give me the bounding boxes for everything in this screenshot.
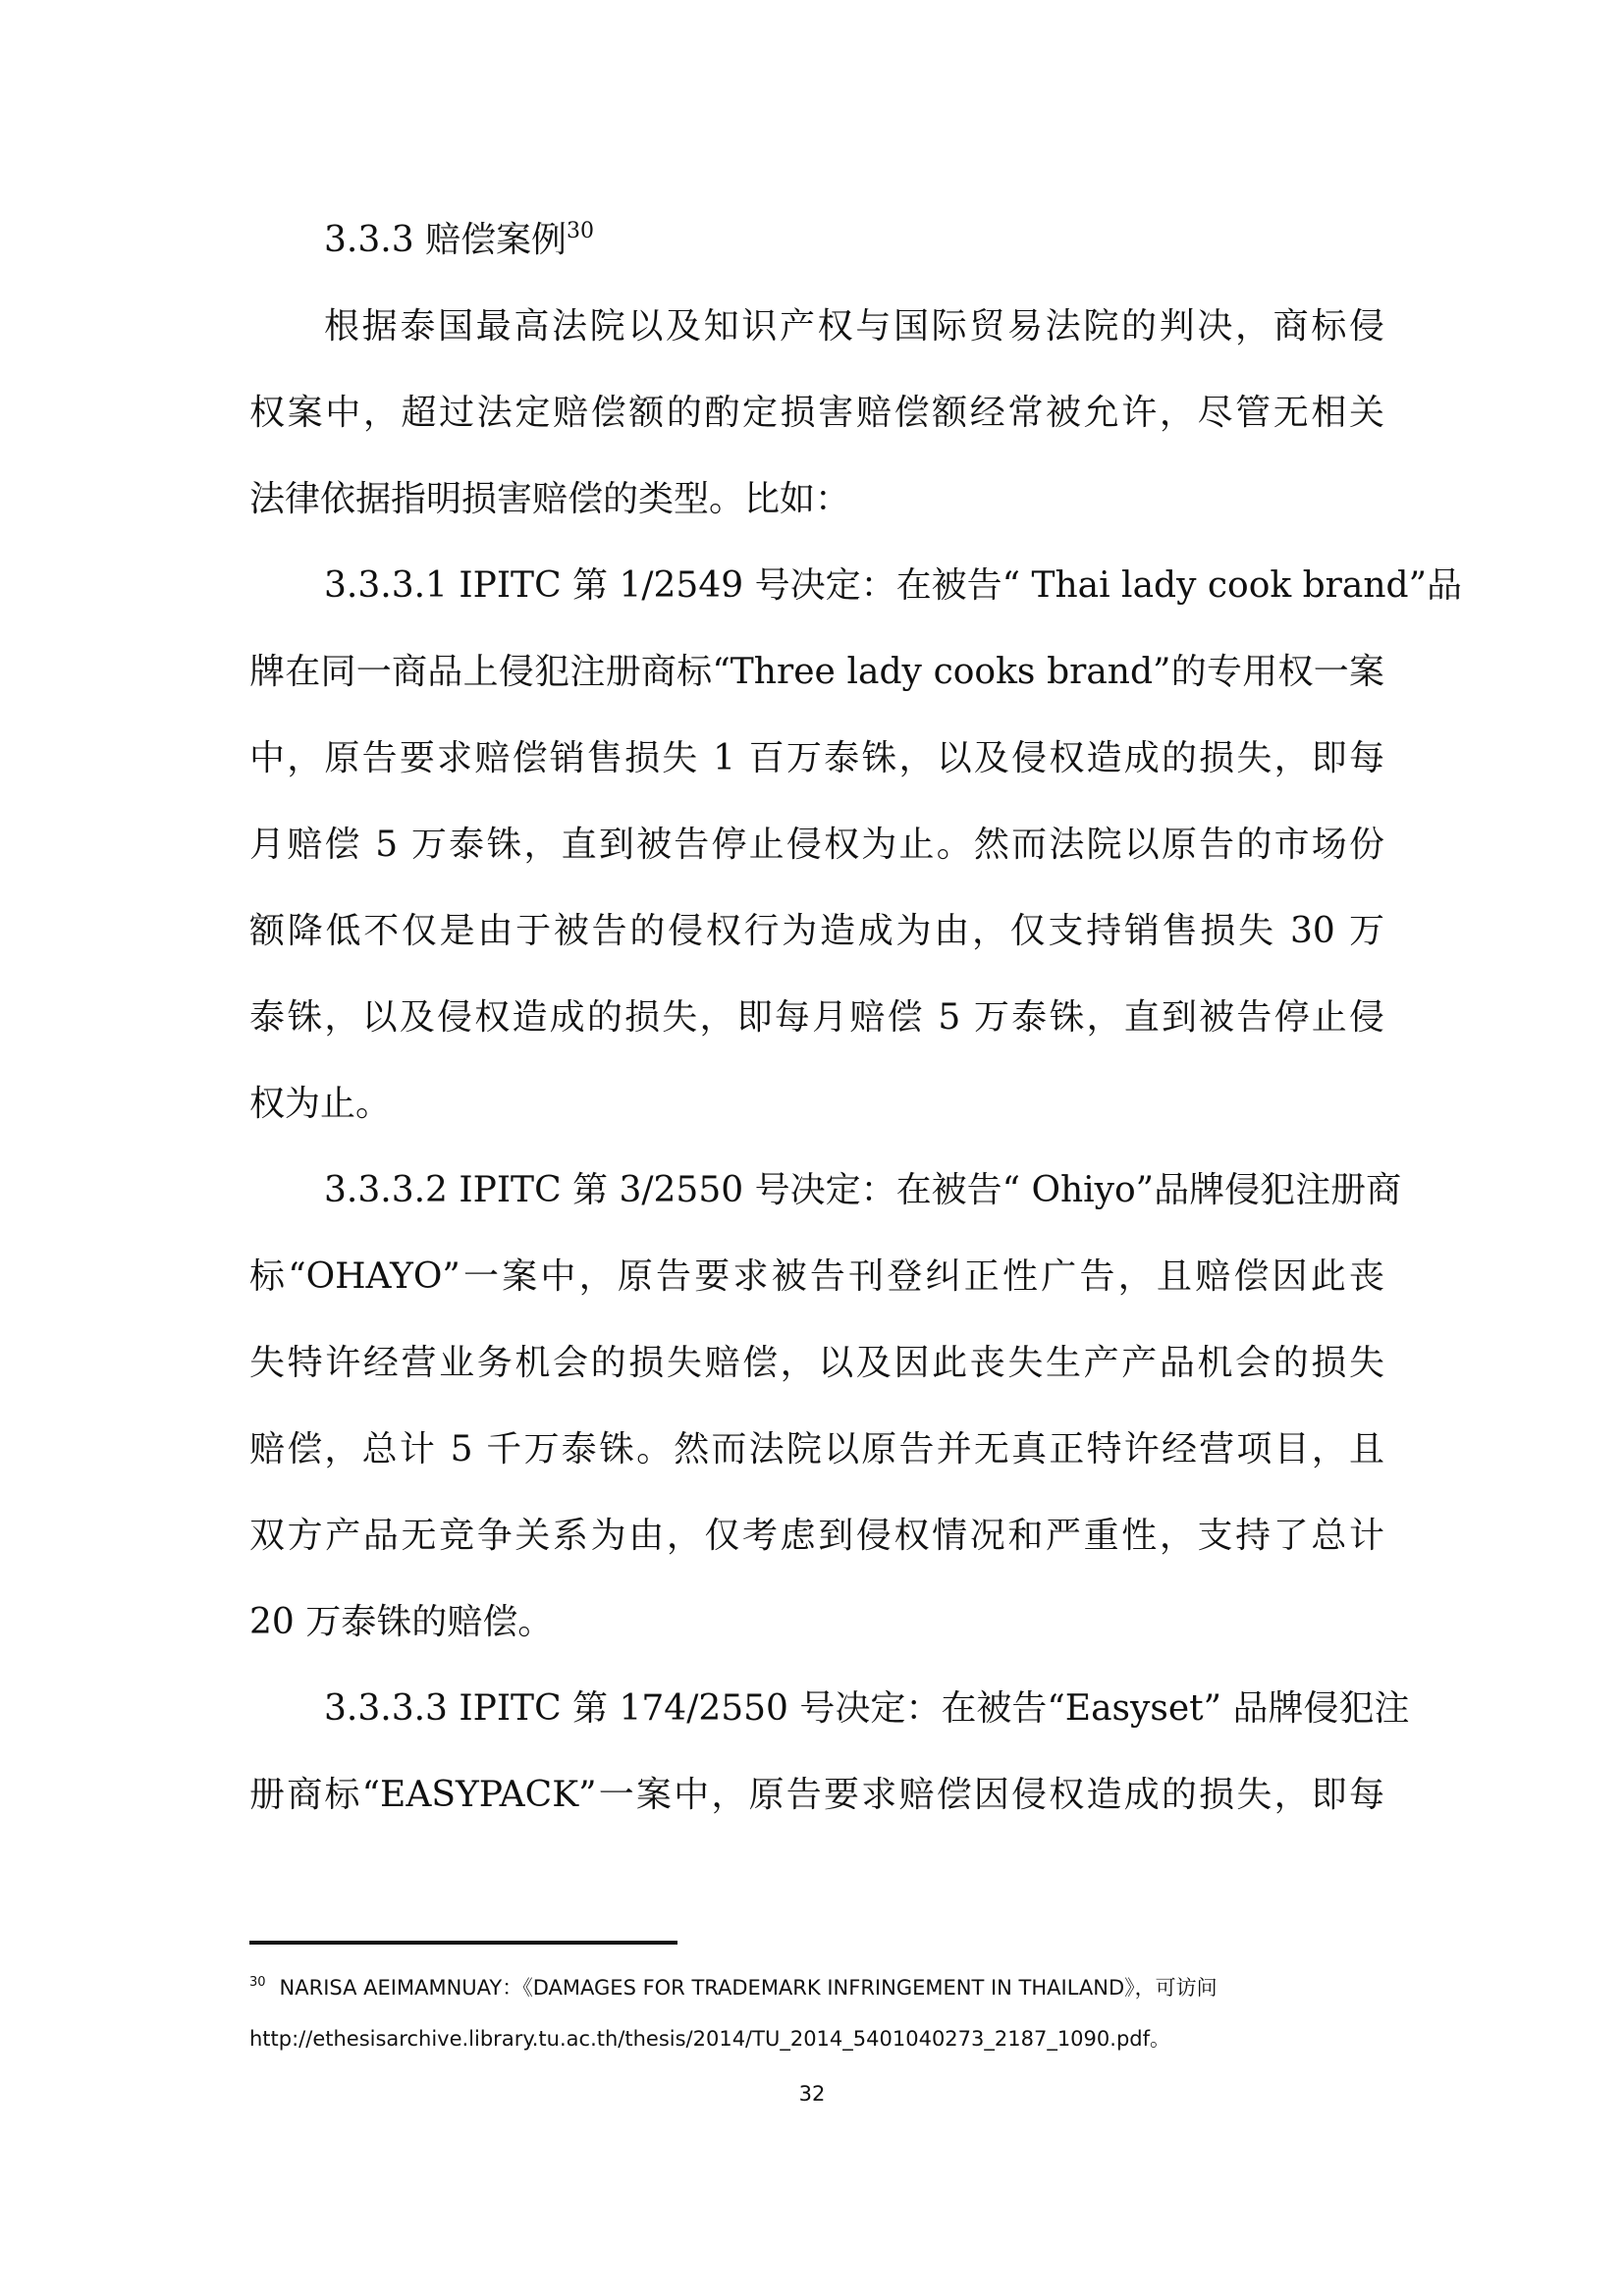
paragraph-line: 中，原告要求赔偿销售损失 1 百万泰铢，以及侵权造成的损失，即每	[249, 738, 1384, 778]
paragraph-line: 册商标“EASYPACK”一案中，原告要求赔偿因侵权造成的损失，即每	[249, 1775, 1384, 1815]
footnote-number: 30	[249, 1975, 266, 1990]
page-number: 32	[798, 2082, 826, 2106]
paragraph-line: 月赔偿 5 万泰铢，直到被告停止侵权为止。然而法院以原告的市场份	[249, 825, 1384, 865]
footnote-citation: NARISA AEIMAMNUAY：《DAMAGES FOR TRADEMARK INFRINGEMENT IN THAILAND》，可访问	[279, 1976, 1218, 2000]
footnote-separator	[249, 1941, 677, 1945]
section-heading-text: 3.3.3 赔偿案例	[324, 220, 568, 260]
footnote-ref: 30	[567, 219, 595, 243]
paragraph-line: 失特许经营业务机会的损失赔偿，以及因此丧失生产产品机会的损失	[249, 1343, 1384, 1383]
paragraph-line: 根据泰国最高法院以及知识产权与国际贸易法院的判决，商标侵	[324, 306, 1384, 347]
paragraph-line: 20 万泰铢的赔偿。	[249, 1602, 554, 1642]
section-heading	[324, 211, 594, 270]
paragraph-line: 法律依据指明损害赔偿的类型。比如：	[249, 479, 851, 519]
paragraph-line: 泰铢，以及侵权造成的损失，即每月赔偿 5 万泰铢，直到被告停止侵	[249, 997, 1384, 1038]
paragraph-line: 权为止。	[249, 1084, 392, 1124]
paragraph-line: 额降低不仅是由于被告的侵权行为造成为由，仅支持销售损失 30 万	[249, 911, 1384, 951]
paragraph-line: 3.3.3.3 IPITC 第 174/2550 号决定：在被告“Easyset” 品牌侵犯注	[324, 1688, 1410, 1729]
footnote-line	[249, 1973, 1218, 2002]
paragraph-line: 赔偿，总计 5 千万泰铢。然而法院以原告并无真正特许经营项目，且	[249, 1429, 1384, 1469]
paragraph-line: 双方产品无竞争关系为由，仅考虑到侵权情况和严重性，支持了总计	[249, 1516, 1384, 1556]
paragraph-line: 牌在同一商品上侵犯注册商标“Three lady cooks brand”的专用权一案	[249, 652, 1384, 692]
paragraph-line: 3.3.3.2 IPITC 第 3/2550 号决定：在被告“ Ohiyo”品牌侵犯注册商	[324, 1170, 1402, 1210]
paragraph-line: 权案中，超过法定赔偿额的酌定损害赔偿额经常被允许，尽管无相关	[249, 393, 1384, 433]
footnote-url[interactable]: http://ethesisarchive.library.tu.ac.th/thesis/2014/TU_2014_5401040273_2187_1090.pdf。	[249, 2027, 1170, 2051]
paragraph-line: 标“OHAYO”一案中，原告要求被告刊登纠正性广告，且赔偿因此丧	[249, 1256, 1384, 1297]
paragraph-line: 3.3.3.1 IPITC 第 1/2549 号决定：在被告“ Thai lady cook brand”品	[324, 565, 1462, 606]
